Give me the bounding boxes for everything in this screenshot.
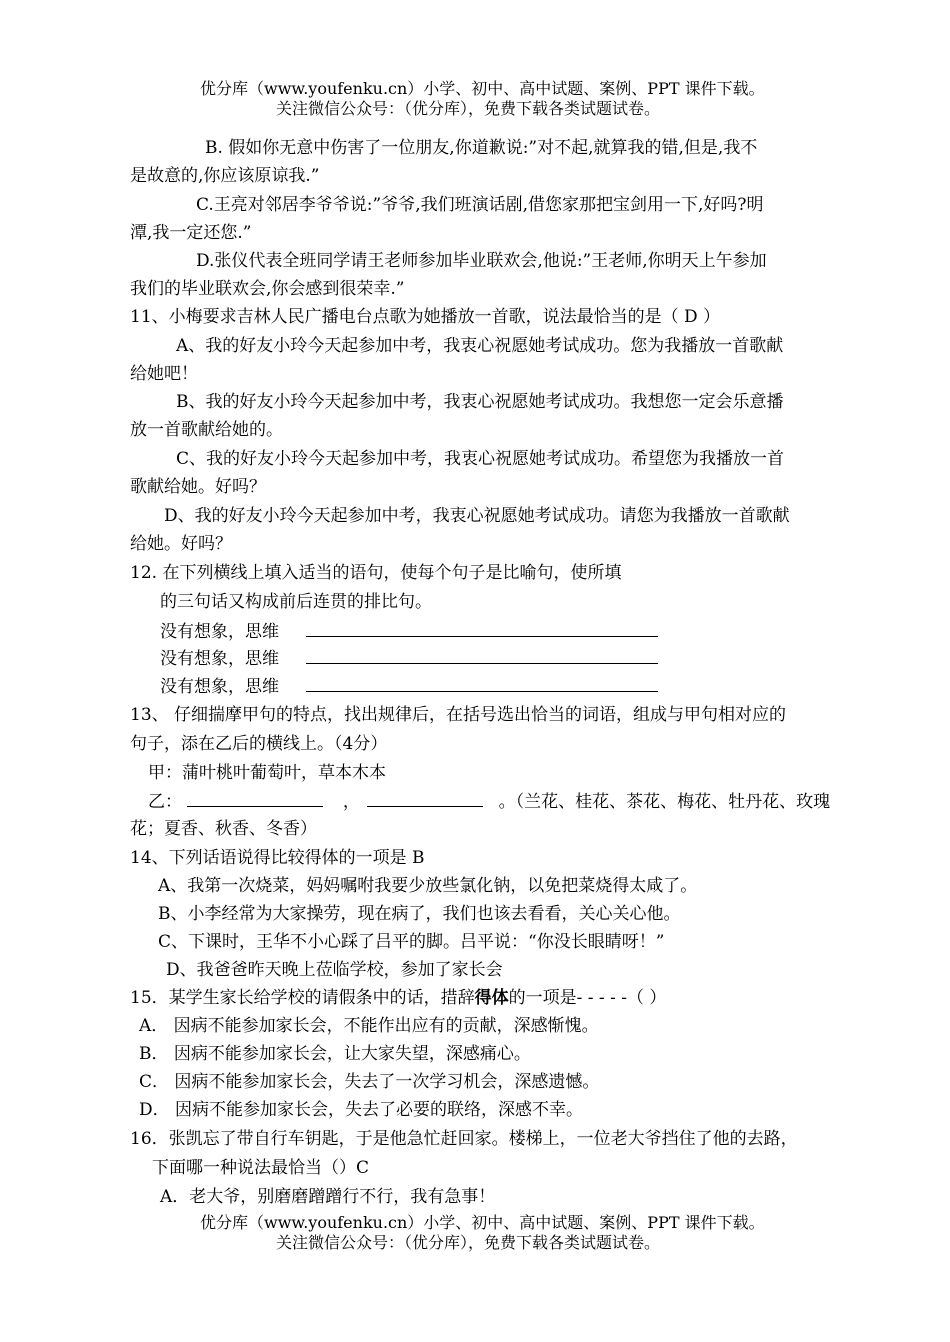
q10-option-d-line2: 我们的毕业联欢会,你会感到很荣幸.” [130, 279, 405, 299]
q12-stem-line2: 的三句话又构成前后连贯的排比句。 [160, 592, 432, 612]
q12-row-2-label: 没有想象，思维 [160, 649, 279, 669]
q14-stem: 14、下列话语说得比较得体的一项是 B [130, 848, 425, 868]
q12-answer-blank-2[interactable] [306, 647, 658, 664]
q15-stem [130, 987, 666, 1009]
footer-line-2: 关注微信公众号：（优分库），免费下载各类试题试卷。 [276, 1233, 661, 1252]
q10-option-d-line1: D.张仪代表全班同学请王老师参加毕业联欢会,他说:”王老师,你明天上午参加 [196, 251, 767, 271]
q12-row-2 [160, 647, 658, 670]
q13-yi-row [148, 790, 830, 813]
q15-stem-pre: 15．某学生家长给学校的请假条中的话，措辞 [130, 988, 475, 1008]
q11-stem: 11、小梅要求吉林人民广播电台点歌为她播放一首歌，说法最恰当的是（ D ） [130, 307, 721, 327]
q12-answer-blank-3[interactable] [306, 675, 658, 692]
q10-option-c-line2: 潭,我一定还您.” [130, 223, 252, 243]
q11-option-a-line2: 给她吧！ [130, 364, 198, 384]
q11-option-d-line2: 给她。好吗？ [130, 534, 232, 554]
q13-word-options-cont: 花；夏香、秋香、冬香） [130, 819, 317, 839]
header-line-2: 关注微信公众号：（优分库），免费下载各类试题试卷。 [276, 99, 661, 118]
q12-row-3-label: 没有想象，思维 [160, 677, 279, 697]
q11-option-c-line2: 歌献给她。好吗？ [130, 477, 266, 497]
q15-option-a: A． 因病不能参加家长会，不能作出应有的贡献，深感惭愧。 [139, 1016, 599, 1036]
q11-option-a-line1: A、我的好友小玲今天起参加中考，我衷心祝愿她考试成功。您为我播放一首歌献 [176, 336, 784, 356]
q13-yi-label: 乙： [148, 792, 182, 812]
q13-yi-comma: ， [342, 792, 360, 812]
q13-stem-line1: 13、 仔细揣摩甲句的特点，找出规律后，在括号选出恰当的词语，组成与甲句相对应的 [130, 705, 787, 725]
q12-row-1 [160, 620, 658, 643]
q15-option-b: B． 因病不能参加家长会，让大家失望，深感痛心。 [139, 1044, 531, 1064]
q13-jia-sentence: 甲：蒲叶桃叶葡萄叶，草本木本 [148, 763, 386, 783]
q10-option-b-line2: 是故意的,你应该原谅我.” [130, 166, 320, 186]
q15-stem-bold: 得体 [474, 988, 509, 1008]
q12-answer-blank-1[interactable] [306, 620, 658, 637]
q13-answer-blank-2[interactable] [367, 790, 483, 807]
q10-option-c-line1: C.王亮对邻居李爷爷说:”爷爷,我们班演话剧,借您家那把宝剑用一下,好吗?明 [196, 195, 764, 215]
q11-option-c-line1: C、我的好友小玲今天起参加中考，我衷心祝愿她考试成功。希望您为我播放一首 [176, 449, 785, 469]
q12-stem-line1: 12. 在下列横线上填入适当的语句，使每个句子是比喻句，使所填 [130, 563, 622, 583]
q14-option-a: A、我第一次烧菜，妈妈嘱咐我要少放些氯化钠，以免把菜烧得太咸了。 [158, 876, 698, 896]
q16-stem-line2: 下面哪一种说法最恰当（）C [152, 1158, 370, 1178]
q15-option-d: D． 因病不能参加家长会，失去了必要的联络，深感不幸。 [139, 1100, 584, 1120]
q12-row-3 [160, 675, 658, 698]
q13-stem-line2: 句子，添在乙后的横线上。（4分） [130, 734, 388, 754]
q13-word-options: 。（兰花、桂花、茶花、梅花、牡丹花、玫瑰 [498, 792, 831, 812]
q12-row-1-label: 没有想象，思维 [160, 622, 279, 642]
q11-option-b-line1: B、我的好友小玲今天起参加中考，我衷心祝愿她考试成功。我想您一定会乐意播 [176, 392, 784, 412]
q14-option-b: B、小李经常为大家操劳，现在病了，我们也该去看看，关心关心他。 [158, 904, 681, 924]
q16-option-a: A．老大爷，别磨磨蹭蹭行不行，我有急事！ [160, 1187, 496, 1207]
q14-option-c: C、下课时，王华不小心踩了吕平的脚。吕平说：“你没长眼睛呀！” [158, 932, 665, 952]
q14-option-d: D、我爸爸昨天晚上莅临学校，参加了家长会 [166, 960, 503, 980]
q11-option-b-line2: 放一首歌献给她的。 [130, 420, 283, 440]
q10-option-b-line1: B. 假如你无意中伤害了一位朋友,你道歉说:”对不起,就算我的错,但是,我不 [205, 138, 758, 158]
q16-stem-line1: 16．张凯忘了带自行车钥匙，于是他急忙赶回家。楼梯上，一位老大爷挡住了他的去路， [130, 1129, 798, 1149]
q15-stem-post: 的一项是- - - - -（ ） [508, 988, 667, 1008]
q11-option-d-line1: D、我的好友小玲今天起参加中考，我衷心祝愿她考试成功。请您为我播放一首歌献 [164, 506, 790, 526]
q15-option-c: C． 因病不能参加家长会，失去了一次学习机会，深感遗憾。 [139, 1072, 600, 1092]
header-line-1: 优分库（www.youfenku.cn）小学、初中、高中试题、案例、PPT 课件下载。 [200, 79, 765, 98]
footer-line-1: 优分库（www.youfenku.cn）小学、初中、高中试题、案例、PPT 课件下载。 [200, 1213, 765, 1232]
q13-answer-blank-1[interactable] [187, 790, 323, 807]
